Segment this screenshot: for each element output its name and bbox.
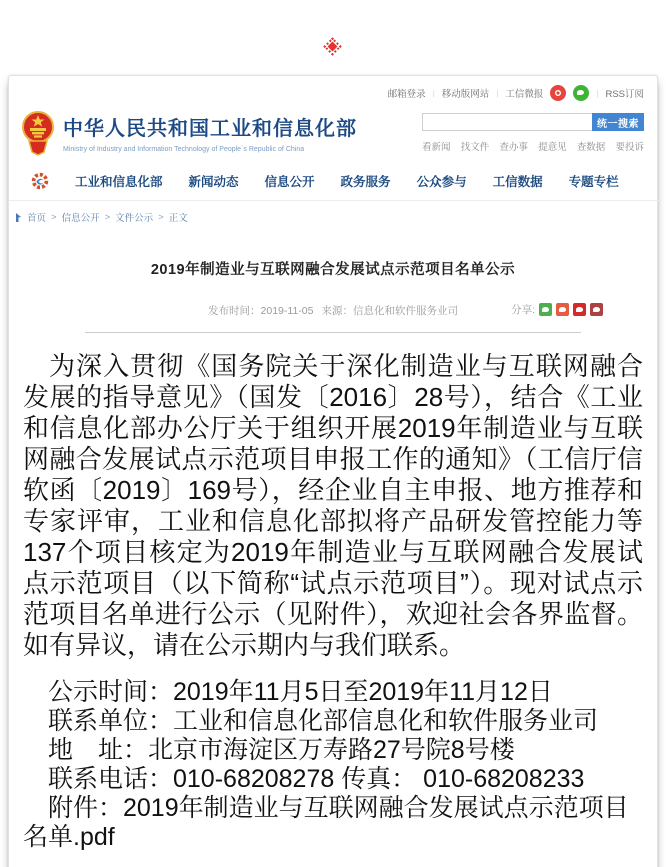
- share-label: 分享:: [511, 304, 535, 316]
- article-paragraph: 为深入贯彻《国务院关于深化制造业与互联网融合发展的指导意见》（国发〔2016〕28号），结合《工业和信息化部办公厅关于组织开展2019年制造业与互联网融合发展试点示范项目申报工作的通知》（工信厅信软函〔2019〕169号），经企业自主申报、地方推荐和专家评审，工业和信息化部拟将产品研发管控能力等137个项目核定为2019年制造业与互联网融合发展试点示范项目（以下简称“试点示范项目”）。现对试点示范项目名单进行公示（见附件），欢迎社会各界监督。如有异议，请在公示期内与我们联系。: [23, 351, 643, 660]
- wechat-icon[interactable]: [573, 85, 589, 101]
- meta-divider: [85, 332, 581, 333]
- breadcrumb-arrow-icon: [15, 213, 22, 222]
- site-header: [9, 76, 657, 232]
- publish-date-label: 发布时间：: [208, 305, 261, 317]
- quick-link-services[interactable]: 查办事: [499, 142, 528, 153]
- contact-block: [23, 678, 643, 852]
- contact-unit-line: 联系单位：工业和信息化部信息化和软件服务业司: [48, 707, 599, 735]
- breadcrumb-separator: >: [104, 211, 111, 223]
- quick-link-files[interactable]: 找文件: [460, 142, 490, 153]
- phone-fax-line: 联系电话：010-68208278 传真： 010-68208233: [48, 765, 585, 793]
- divider: |: [596, 88, 599, 98]
- nav-item-info-disclosure[interactable]: 信息公开: [264, 175, 315, 189]
- utility-link-mail-login[interactable]: 邮箱登录: [387, 89, 426, 100]
- notice-period-line: 公示时间：2019年11月5日至2019年11月12日: [48, 678, 553, 706]
- breadcrumb-file-notices[interactable]: 文件公示: [115, 213, 154, 224]
- site-subtitle: Ministry of Industry and Information Technology of People´s Republic of China: [63, 146, 305, 153]
- webpage-card: [8, 75, 658, 867]
- nav-item-special-topics[interactable]: 专题专栏: [568, 175, 619, 189]
- source-value: 信息化和软件服务业司: [352, 305, 458, 317]
- attachment-line[interactable]: 附件：2019年制造业与互联网融合发展试点示范项目名单.pdf: [23, 794, 629, 851]
- nav-item-gov-services[interactable]: 政务服务: [340, 175, 391, 189]
- main-nav: [22, 166, 644, 200]
- nav-item-miit-data[interactable]: 工信数据: [492, 175, 543, 189]
- gear-swirl-icon: [31, 172, 49, 190]
- brand[interactable]: [22, 104, 357, 156]
- share-bar: [511, 302, 603, 317]
- quick-link-news[interactable]: 看新闻: [422, 142, 451, 153]
- divider: |: [496, 88, 499, 98]
- breadcrumb-home[interactable]: 首页: [27, 213, 47, 224]
- breadcrumb-current: 正文: [168, 213, 188, 224]
- search-area: [422, 104, 644, 156]
- weibo-icon[interactable]: [550, 85, 566, 101]
- article-title: 2019年制造业与互联网融合发展试点示范项目名单公示: [150, 262, 516, 278]
- publish-date: 2019-11-05: [260, 305, 314, 317]
- breadcrumb: [9, 200, 659, 232]
- red-diamond-icon: [323, 37, 341, 55]
- wechat-share-icon[interactable]: [539, 303, 552, 316]
- utility-link-rss[interactable]: RSS订阅: [605, 89, 644, 100]
- quick-link-complaint[interactable]: 要投诉: [615, 142, 644, 153]
- utility-bar: [22, 84, 644, 102]
- nav-item-news[interactable]: 新闻动态: [188, 175, 239, 189]
- weibo-share-icon[interactable]: [556, 303, 569, 316]
- brand-row: [22, 104, 644, 156]
- red-diamond-core: [328, 42, 338, 52]
- utility-link-miit-weibo[interactable]: 工信微报: [505, 89, 544, 100]
- divider: |: [432, 88, 435, 98]
- utility-link-mobile-site[interactable]: 移动版网站: [441, 89, 490, 100]
- breadcrumb-separator: >: [158, 211, 164, 223]
- china-national-emblem-icon: [22, 108, 54, 156]
- search-input[interactable]: [422, 113, 592, 131]
- address-line: 地 址：北京市海淀区万寿路27号院8号楼: [48, 736, 515, 764]
- quick-link-data[interactable]: 查数据: [576, 142, 606, 153]
- quick-link-suggest[interactable]: 提意见: [538, 142, 567, 153]
- article-meta: [23, 303, 643, 317]
- nav-item-public-participation[interactable]: 公众参与: [416, 175, 467, 189]
- source-label: 来源：: [321, 305, 353, 317]
- nav-item-miit[interactable]: 工业和信息化部: [75, 175, 163, 189]
- search-button[interactable]: 统一搜索: [592, 113, 644, 131]
- quick-links: [422, 139, 644, 153]
- site-title: 中华人民共和国工业和信息化部: [63, 118, 357, 140]
- brand-text: [63, 108, 357, 153]
- document-share-icon[interactable]: [573, 303, 586, 316]
- breadcrumb-info-disclosure[interactable]: 信息公开: [61, 213, 100, 224]
- breadcrumb-separator: >: [51, 211, 57, 223]
- qq-share-icon[interactable]: [590, 303, 603, 316]
- article: [9, 258, 657, 867]
